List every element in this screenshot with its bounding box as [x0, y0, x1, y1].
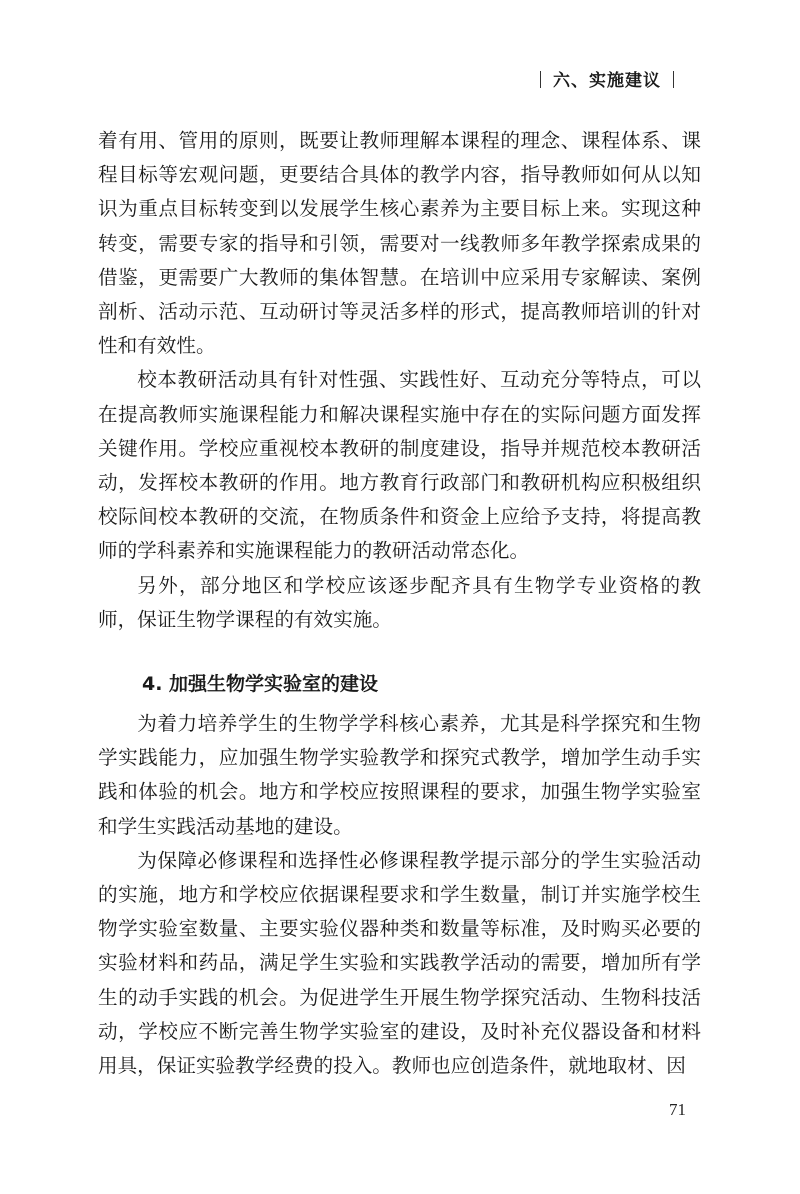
paragraph-lab-practice: 为着力培养学生的生物学学科核心素养，尤其是科学探究和生物学实践能力，应加强生物学实验教学和探究式教学，增加学生动手实践和体验的机会。地方和学校应按照课程的要求，加强生物学实验室和学生实践活动基地的建设。: [98, 712, 701, 838]
page-number: 71: [669, 1100, 686, 1119]
paragraph-continued: 着有用、管用的原则，既要让教师理解本课程的理念、课程体系、课程目标等宏观问题，更要结合具体的教学内容，指导教师如何从以知识为重点目标转变到以发展学生核心素养为主要目标上来。实现这种转变，需要专家的指导和引领，需要对一线教师多年教学探索成果的借鉴，更需要广大教师的集体智慧。在培训中应采用专家解读、案例剖析、活动示范、互动研讨等灵活多样的形式，提高教师培训的针对性和有效性。: [98, 129, 701, 358]
header-divider-left: [540, 71, 541, 88]
page-body: [98, 124, 701, 1083]
section-heading: 4. 加强生物学实验室的建设: [142, 673, 379, 696]
running-header: [528, 66, 686, 91]
header-divider-right: [673, 71, 674, 88]
header-section-title: 六、实施建议: [553, 71, 661, 91]
paragraph-lab-standards: 为保障必修课程和选择性必修课程教学提示部分的学生实验活动的实施，地方和学校应依据课程要求和学生数量，制订并实施学校生物学实验室数量、主要实验仪器种类和数量等标准，及时购买必要的实验材料和药品，满足学生实验和实践教学活动的需要，增加所有学生的动手实践的机会。为促进学生开展生物学探究活动、生物科技活动，学校应不断完善生物学实验室的建设，及时补充仪器设备和材料用具，保证实验教学经费的投入。教师也应创造条件，就地取材、因: [98, 848, 701, 1078]
paragraph-qualified-teachers: 另外，部分地区和学校应该逐步配齐具有生物学专业资格的教师，保证生物学课程的有效实施。: [98, 573, 701, 631]
paragraph-school-research: 校本教研活动具有针对性强、实践性好、互动充分等特点，可以在提高教师实施课程能力和解决课程实施中存在的实际问题方面发挥关键作用。学校应重视校本教研的制度建设，指导并规范校本教研活动，发挥校本教研的作用。地方教育行政部门和教研机构应积极组织校际间校本教研的交流，在物质条件和资金上应给予支持，将提高教师的学科素养和实施课程能力的教研活动常态化。: [98, 368, 701, 563]
